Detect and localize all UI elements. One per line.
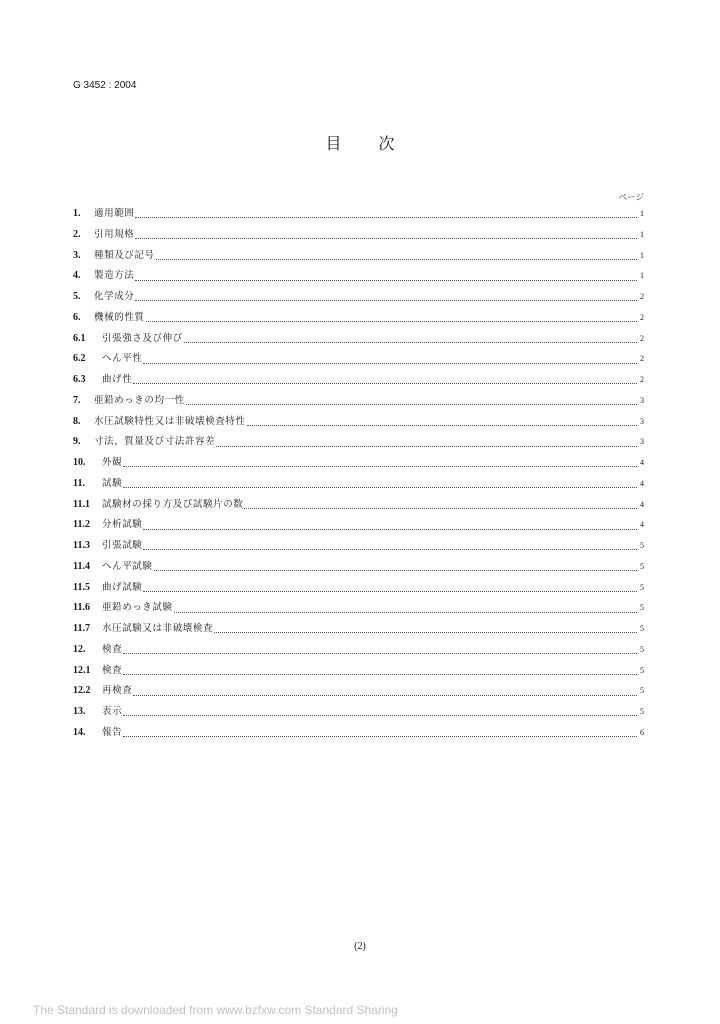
toc-entry-page: 3 [640,416,644,426]
toc-entry-title: 種類及び記号 [94,249,155,261]
toc-entry[interactable] [73,204,644,225]
toc-dot-leader [244,507,637,509]
page-column-label: ページ [618,193,644,203]
toc-dot-leader [154,569,637,571]
toc-entry-title: 検査 [102,643,123,655]
toc-dot-leader [135,299,637,301]
toc-entry[interactable] [73,598,644,619]
toc-entry[interactable] [73,225,644,246]
toc-dot-leader [135,216,637,218]
toc-entry[interactable] [73,308,644,329]
watermark-text: The Standard is downloaded from www.bzfxw.com Standard Sharing [33,1003,398,1017]
toc-entry-number: 5. [73,291,81,302]
toc-entry-page: 4 [640,478,644,488]
toc-dot-leader [123,486,637,488]
toc-entry-title: 機械的性質 [94,311,145,323]
toc-entry-title: 検査 [102,664,123,676]
toc-entry-title: 引張強さ及び伸び [102,332,183,344]
toc-entry-page: 4 [640,499,644,509]
toc-entry[interactable] [73,266,644,287]
toc-entry[interactable] [73,495,644,516]
toc-entry-title: 試験材の採り方及び試験片の数 [102,498,244,510]
toc-entry[interactable] [73,349,644,370]
toc-entry-page: 5 [640,582,644,592]
toc-entry-number: 6.3 [73,374,86,385]
toc-entry[interactable] [73,557,644,578]
toc-entry[interactable] [73,412,644,433]
toc-entry-title: 化学成分 [94,291,135,302]
toc-entry-title: 試験 [102,477,123,489]
toc-entry-number: 6. [73,311,81,323]
toc-entry-title: 引張試験 [102,540,143,551]
toc-entry-page: 5 [640,707,644,716]
page-title: 目 次 [325,134,411,153]
toc-entry-page: 5 [640,603,644,613]
toc-entry[interactable] [73,578,644,599]
toc-dot-leader [133,694,637,696]
toc-dot-leader [135,237,637,239]
toc-entry-title: 引用規格 [94,228,135,240]
toc-entry-title: 外観 [102,457,123,468]
toc-dot-leader [247,424,637,426]
toc-entry-page: 1 [640,271,644,281]
toc-entry-page: 3 [640,437,644,447]
toc-entry-number: 3. [73,249,81,261]
toc-entry[interactable] [73,536,644,557]
toc-dot-leader [216,445,637,447]
toc-entry[interactable] [73,246,644,267]
toc-entry-number: 11. [73,477,85,489]
toc-entry[interactable] [73,619,644,640]
toc-entry-title: 曲げ試験 [102,581,143,593]
toc-entry[interactable] [73,391,644,412]
toc-entry-page: 5 [640,644,644,654]
toc-entry-page: 1 [640,209,644,218]
toc-entry-page: 3 [640,395,644,405]
toc-entry-number: 11.6 [73,602,90,614]
toc-entry-number: 11.2 [73,519,90,531]
footer-page-number: (2) [354,941,366,952]
toc-entry-title: 分析試験 [102,519,143,531]
toc-entry-page: 6 [640,727,644,737]
toc-entry[interactable] [73,432,644,453]
toc-entry-title: 適用範囲 [94,208,135,219]
document-code: G 3452 : 2004 [73,80,137,91]
toc-dot-leader [123,652,637,654]
toc-entry[interactable] [73,515,644,536]
toc-dot-leader [184,341,637,343]
toc-dot-leader [143,362,637,364]
toc-entry-title: 表示 [102,706,123,717]
toc-entry-title: 亜鉛めっきの均一性 [94,394,185,406]
toc-entry-page: 1 [640,229,644,239]
toc-dot-leader [123,465,637,467]
toc-entry-number: 11.7 [73,623,90,634]
toc-dot-leader [146,320,637,322]
toc-entry-number: 2. [73,228,81,240]
toc-dot-leader [123,673,637,675]
toc-entry-page: 5 [640,665,644,675]
toc-entry-number: 12.2 [73,685,91,697]
toc-dot-leader [143,590,637,592]
toc-dot-leader [214,631,637,633]
toc-entry-number: 11.3 [73,540,90,551]
toc-entry-number: 14. [73,726,86,738]
toc-dot-leader [123,735,637,737]
toc-entry-title: 水圧試験特性又は非破壊検査特性 [94,415,246,427]
toc-entry-title: 寸法，質量及び寸法許容差 [94,436,216,448]
toc-entry-number: 9. [73,436,81,448]
toc-entry[interactable] [73,681,644,702]
toc-entry-number: 10. [73,457,86,468]
toc-dot-leader [123,714,637,716]
toc-entry-title: 亜鉛めっき試験 [102,602,173,614]
toc-entry-title: へん平試験 [102,560,153,572]
toc-dot-leader [135,279,637,281]
toc-entry-number: 12.1 [73,664,91,676]
toc-entry-page: 1 [640,250,644,260]
toc-entry-page: 2 [640,292,644,301]
toc-dot-leader [143,548,637,550]
toc-entry-number: 11.1 [73,498,90,510]
toc-entry[interactable] [73,329,644,350]
toc-entry-page: 2 [640,312,644,322]
toc-dot-leader [174,611,637,613]
toc-entry-page: 2 [640,333,644,343]
toc-entry-number: 11.5 [73,581,90,593]
toc-entry-title: 報告 [102,726,123,738]
toc-entry-number: 7. [73,394,81,406]
toc-entry[interactable] [73,287,644,308]
toc-entry[interactable] [73,723,644,744]
toc-entry-number: 13. [73,706,86,717]
toc-entry-number: 8. [73,415,81,427]
table-of-contents [73,204,644,744]
toc-entry-number: 12. [73,643,86,655]
toc-dot-leader [143,528,637,530]
toc-entry[interactable] [73,453,644,474]
toc-entry-title: 製造方法 [94,270,135,282]
toc-entry-page: 2 [640,354,644,364]
toc-entry-number: 11.4 [73,560,90,572]
toc-entry-title: 水圧試験又は非破壊検査 [102,623,214,634]
toc-entry[interactable] [73,474,644,495]
toc-entry-page: 4 [640,458,644,467]
toc-entry-number: 6.1 [73,332,86,344]
toc-dot-leader [133,382,637,384]
toc-dot-leader [156,258,637,260]
toc-entry-number: 4. [73,270,81,282]
toc-entry[interactable] [73,640,644,661]
toc-entry-title: 再検査 [102,685,133,697]
toc-entry-page: 5 [640,624,644,633]
toc-entry-number: 1. [73,208,81,219]
toc-entry[interactable] [73,661,644,682]
toc-entry[interactable] [73,702,644,723]
toc-entry-title: 曲げ性 [102,374,133,385]
toc-entry-page: 5 [640,541,644,550]
toc-entry-page: 5 [640,561,644,571]
toc-entry-page: 2 [640,375,644,384]
toc-entry-number: 6.2 [73,353,86,365]
toc-entry-title: へん平性 [102,353,143,365]
toc-entry-page: 4 [640,520,644,530]
toc-dot-leader [186,403,637,405]
toc-entry-page: 5 [640,686,644,696]
toc-entry[interactable] [73,370,644,391]
